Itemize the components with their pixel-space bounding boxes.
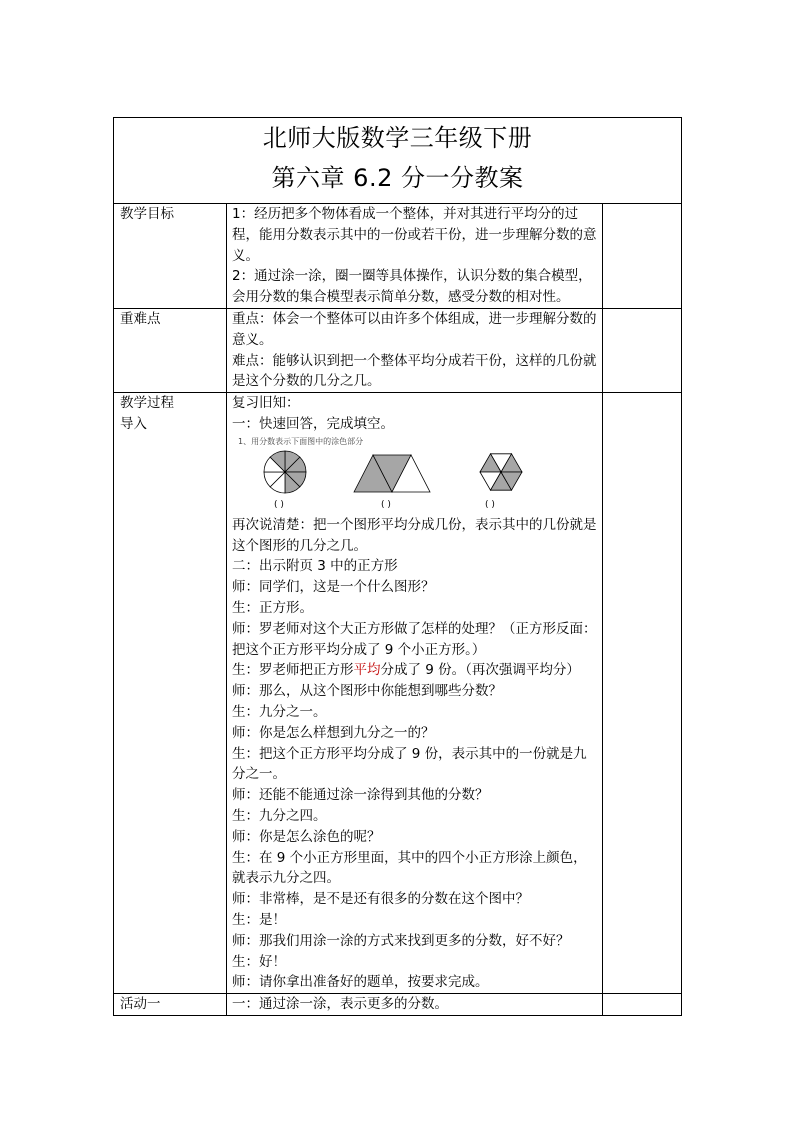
dialogue-line: 二：出示附页 3 中的正方形 <box>232 558 398 575</box>
circle-eighths-figure <box>264 451 306 493</box>
review-heading: 复习旧知： <box>232 395 300 412</box>
dialogue-line: 师：那么，从这个图形中你能想到哪些分数？ <box>232 683 502 700</box>
dialogue-line: 生：在 9 个小正方形里面，其中的四个小正方形涂上颜色，就表示九分之四。 <box>232 849 587 887</box>
answer-blank-1: ( ) <box>274 499 284 510</box>
dialogue-line: 师：还能不能通过涂一涂得到其他的分数？ <box>232 787 489 804</box>
process-label-line2: 导入 <box>120 415 147 432</box>
quick-answer-prompt: 一：快速回答，完成填空。 <box>232 415 394 432</box>
dialogue-line: 生：好！ <box>232 953 286 970</box>
dialogue-line: 生：是！ <box>232 911 286 928</box>
key-points-row <box>114 308 682 392</box>
process-row <box>114 393 682 994</box>
dialogue-line: 生：把这个正方形平均分成了 9 份，表示其中的一份就是九分之一。 <box>232 745 587 783</box>
goals-content <box>227 204 603 309</box>
key-points-content <box>227 308 603 392</box>
activity-label: 活动一 <box>114 994 227 1016</box>
difficult-point: 难点：能够认识到把一个整体平均分成若干份，这样的几份就是这个分数的几分之几。 <box>232 352 597 390</box>
notes-cell <box>603 308 682 392</box>
answer-blank-2: ( ) <box>381 499 391 510</box>
notes-cell <box>603 393 682 994</box>
notes-cell <box>603 204 682 309</box>
goal-item: 1：经历把多个物体看成一个整体，并对其进行平均分的过程，能用分数表示其中的一份或若干份，进一步理解分数的意义。 <box>232 206 597 264</box>
dialogue-line: 师：你是怎么样想到九分之一的？ <box>232 724 435 741</box>
notes-cell <box>603 994 682 1016</box>
dialogue-text: 生：罗老师把正方形 <box>232 662 354 679</box>
dialogue-line: 师：你是怎么涂色的呢？ <box>232 828 381 845</box>
dialogue-line: 师：罗老师对这个大正方形做了怎样的处理？（正方形反面：把这个正方形平均分成了 9 个小正方形。） <box>232 620 597 658</box>
answer-blank-3: ( ) <box>485 499 495 510</box>
title-row <box>114 118 682 204</box>
lesson-plan-table <box>113 117 682 1016</box>
process-label-line1: 教学过程 <box>120 395 174 412</box>
dialogue-line: 再次说清楚：把一个图形平均分成几份，表示其中的几份就是这个图形的几分之几。 <box>232 516 597 554</box>
process-content <box>227 393 603 994</box>
goals-label: 教学目标 <box>114 204 227 309</box>
activity-content <box>227 994 603 1016</box>
dialogue-line: 生：九分之一。 <box>232 703 327 720</box>
goals-row <box>114 204 682 309</box>
document-subtitle: 第六章 6.2 分一分教案 <box>271 164 524 192</box>
dialogue-line: 师：同学们，这是一个什么图形？ <box>232 579 435 596</box>
process-label <box>114 393 227 994</box>
hexagon-sixths-figure <box>480 454 522 490</box>
figure-caption: 1、用分数表示下面图中的涂色部分 <box>238 436 364 446</box>
dialogue-text: 分成了 9 份。（再次强调平均分） <box>380 662 580 679</box>
emphasis-text: 平均 <box>353 662 381 679</box>
goal-item: 2：通过涂一涂，圈一圈等具体操作，认识分数的集合模型，会用分数的集合模型表示简单分数，感受分数的相对性。 <box>232 268 592 306</box>
document-title: 北师大版数学三年级下册 <box>262 124 533 152</box>
dialogue-line: 师：非常棒，是不是还有很多的分数在这个图中？ <box>232 891 529 908</box>
activity-row <box>114 994 682 1016</box>
dialogue-line: 生：九分之四。 <box>232 807 327 824</box>
fraction-figures <box>232 435 599 515</box>
trapezoid-triangles-figure <box>354 455 430 492</box>
title-cell <box>114 118 682 204</box>
dialogue-line-emphasis <box>232 660 599 681</box>
dialogue-line: 生：正方形。 <box>232 599 313 616</box>
key-point: 重点：体会一个整体可以由许多个体组成，进一步理解分数的意义。 <box>232 310 597 348</box>
fraction-shapes-svg <box>232 435 608 515</box>
key-points-label: 重难点 <box>114 308 227 392</box>
activity-text: 一：通过涂一涂，表示更多的分数。 <box>232 996 448 1013</box>
dialogue-line: 师：那我们用涂一涂的方式来找到更多的分数，好不好？ <box>232 932 570 949</box>
dialogue-line: 师：请你拿出准备好的题单，按要求完成。 <box>232 974 489 991</box>
